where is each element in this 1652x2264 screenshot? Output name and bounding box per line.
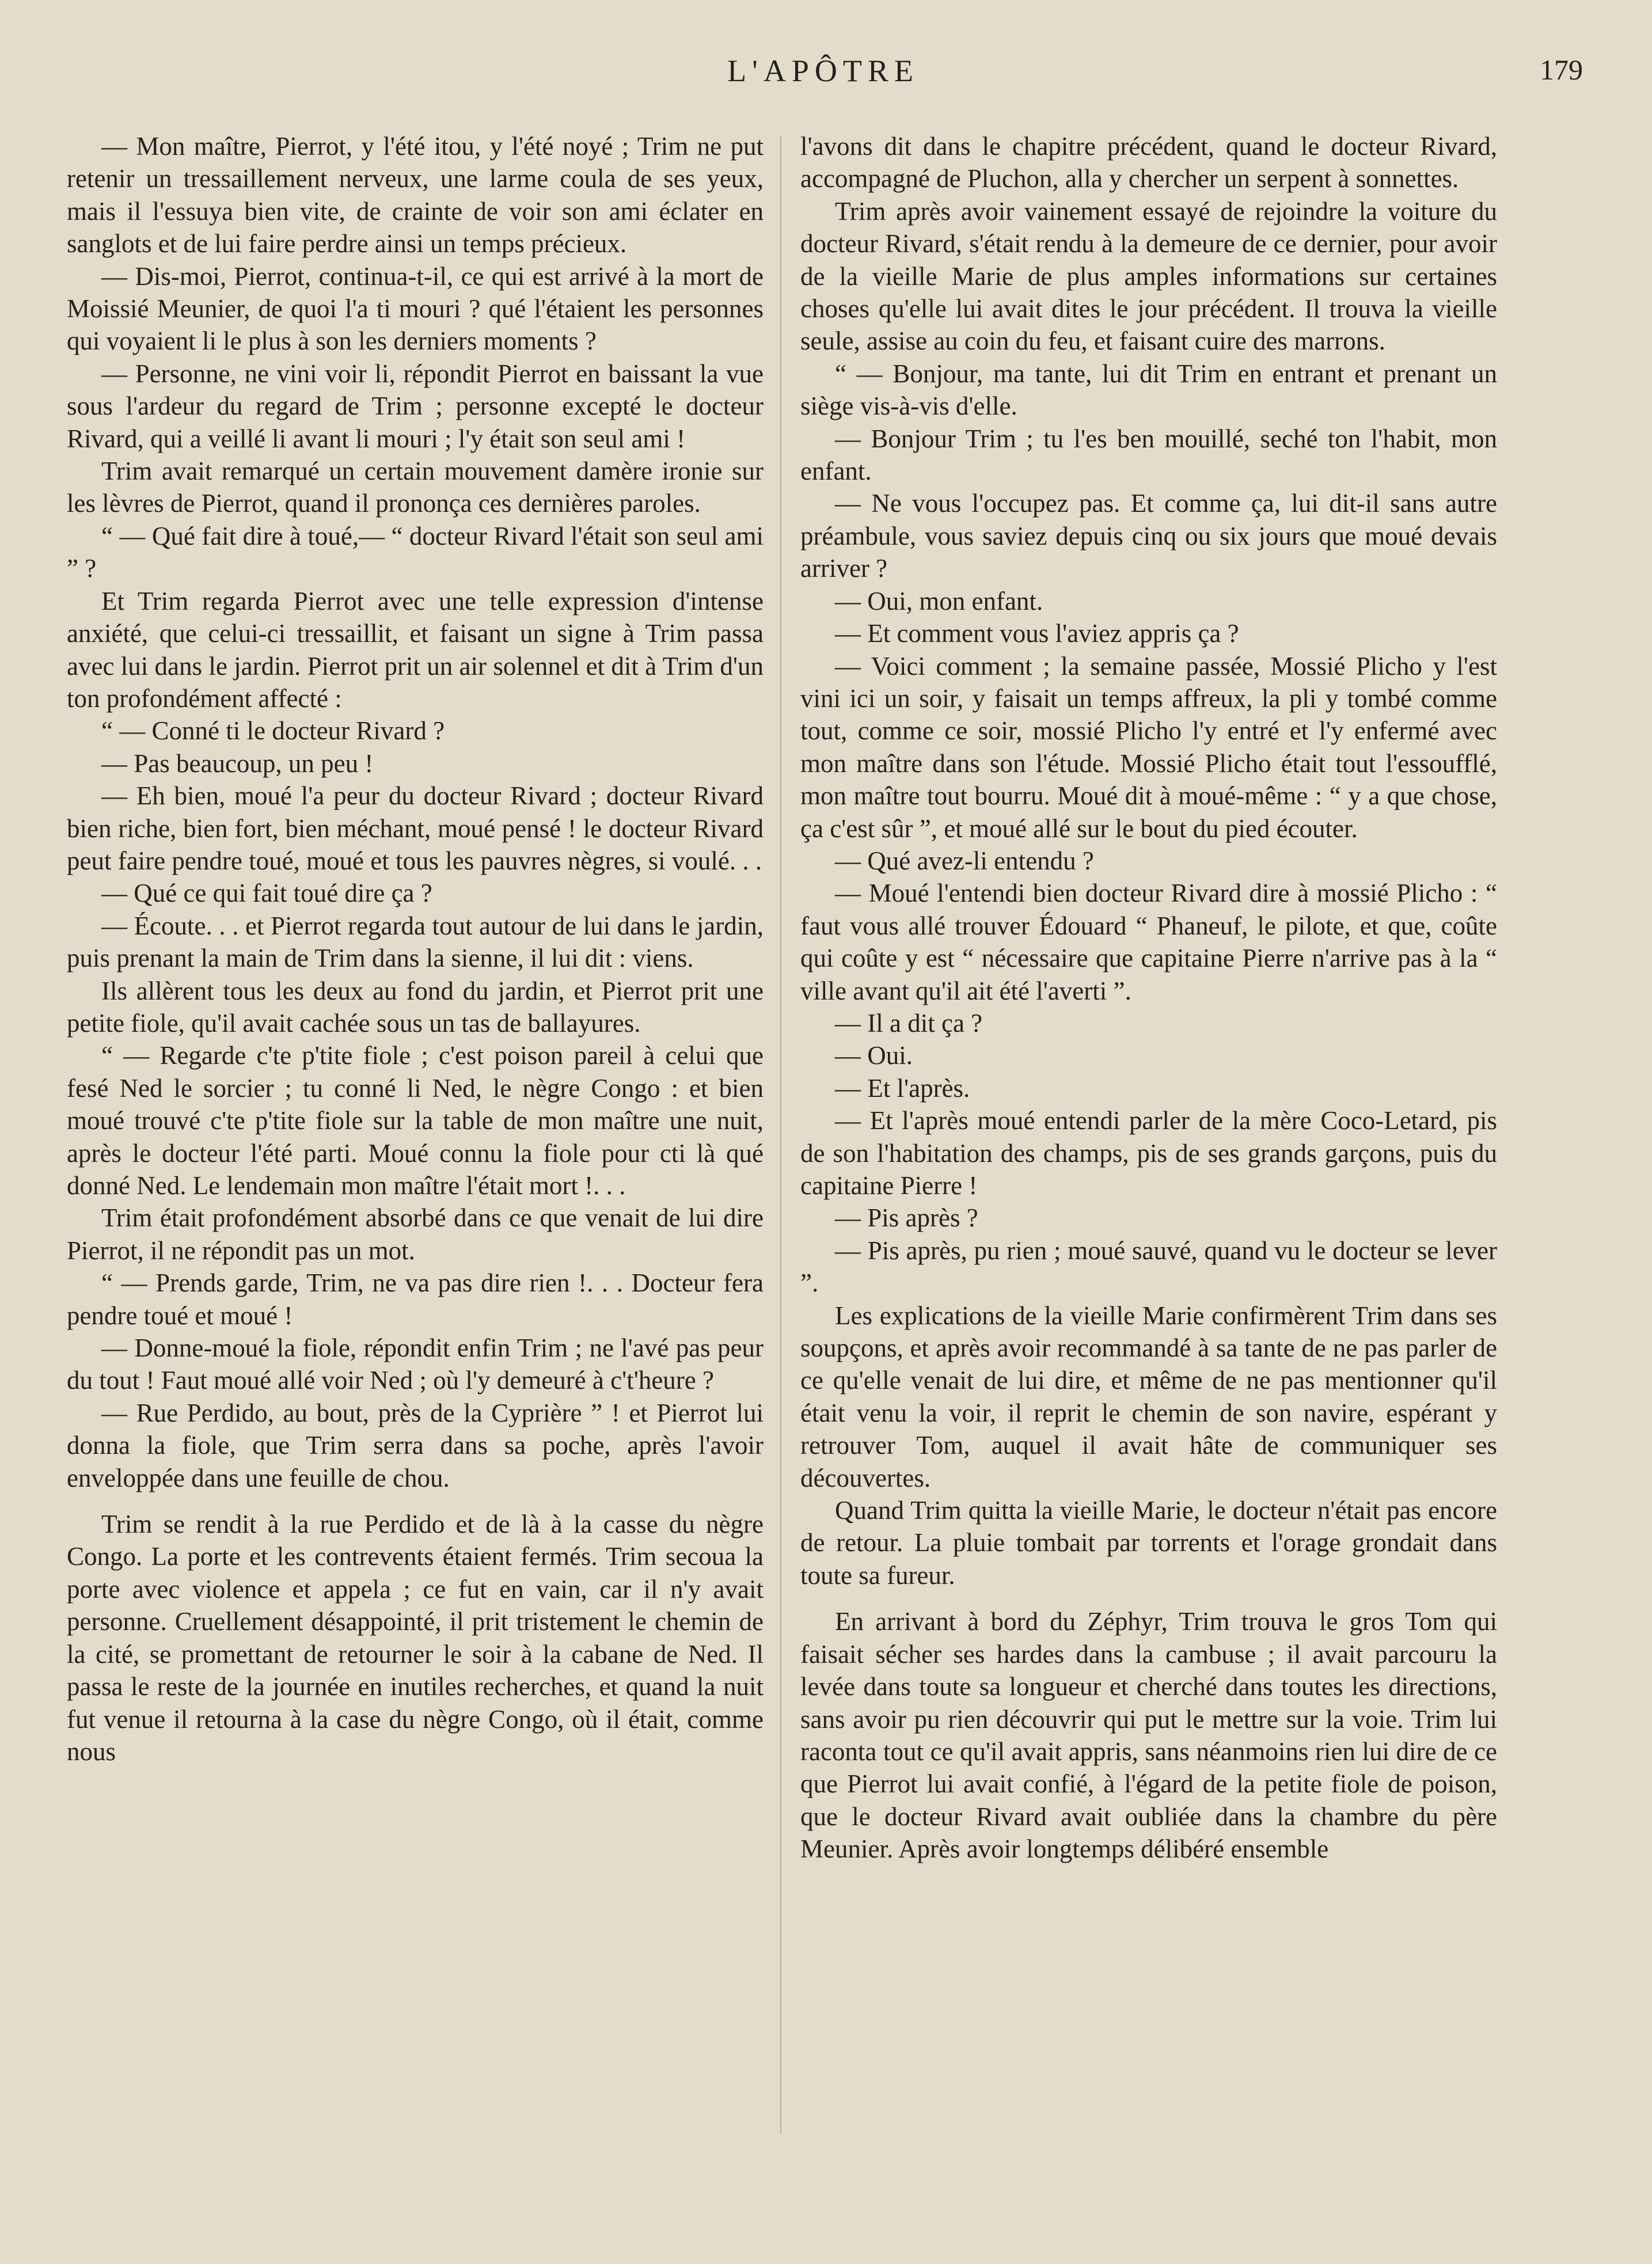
paragraph: — Dis-moi, Pierrot, continua-t-il, ce qui est arrivé à la mort de Moissié Meunier, de quoi l'a ti mouri ? qué l'étaient les personnes qui voyaient li le plus à son les derniers moments ? [67, 261, 764, 356]
page-number: 179 [1540, 54, 1583, 86]
paragraph: — Pas beaucoup, un peu ! [101, 749, 374, 778]
right-column [800, 130, 1497, 1866]
paragraph: — Oui, mon enfant. [835, 586, 1043, 616]
paragraph: Trim se rendit à la rue Perdido et de là à la casse du nègre Congo. La porte et les contrevents étaient fermés. Trim secoua la porte avec violence et appela ; ce fut en vain, car il n'y avait personne. Cruellement désappointé, il prit tristement le chemin de la cité, se promettant de retourner le soir à la cabane de Ned. Il passa le reste de la journée en inutiles recherches, et quand la nuit fut venue il retourna à la case du nègre Congo, où il était, comme nous [67, 1510, 764, 1766]
paragraph: En arrivant à bord du Zéphyr, Trim trouva le gros Tom qui faisait sécher ses hardes dans la cambuse ; il avait parcouru la levée dans toute sa longueur et cherché dans toutes les directions, sans avoir pu rien découvrir qui put le mettre sur la voie. Trim lui raconta tout ce qu'il avait appris, sans néanmoins rien lui dire de ce que Pierrot lui avait confié, à l'égard de la petite fiole de poison, que le docteur Rivard avait oubliée dans la chambre du père Meunier. Après avoir longtemps délibéré ensemble [800, 1607, 1497, 1864]
page-header [63, 53, 1583, 99]
paragraph: — Ne vous l'occupez pas. Et comme ça, lui dit-il sans autre préambule, vous saviez depuis cinq ou six jours que moué devais arriver ? [800, 489, 1497, 583]
paragraph: — Donne-moué la fiole, répondit enfin Trim ; ne l'avé pas peur du tout ! Faut moué allé voir Ned ; où l'y demeuré à c't'heure ? [67, 1334, 764, 1395]
paragraph: “ — Conné ti le docteur Rivard ? [101, 716, 445, 746]
paragraph: — Qué ce qui fait toué dire ça ? [101, 879, 432, 908]
paragraph: “ — Prends garde, Trim, ne va pas dire rien !. . . Docteur fera pendre toué et moué ! [67, 1268, 764, 1330]
paragraph: — Et l'après moué entendi parler de la mère Coco-Letard, pis de son l'habitation des champs, pis de ses grands garçons, puis du capitaine Pierre ! [800, 1106, 1497, 1200]
paragraph: Quand Trim quitta la vieille Marie, le docteur n'était pas encore de retour. La pluie tombait par torrents et l'orage grondait dans toute sa fureur. [800, 1496, 1497, 1590]
paragraph: — Qué avez-li entendu ? [835, 846, 1094, 875]
paragraph: “ — Bonjour, ma tante, lui dit Trim en entrant et prenant un siège vis-à-vis d'elle. [800, 359, 1497, 421]
paragraph: — Et l'après. [835, 1073, 970, 1103]
paragraph: — Moué l'entendi bien docteur Rivard dire à mossié Plicho : “ faut vous allé trouver Édouard “ Phaneuf, le pilote, et que, coûte qui coûte y est “ nécessaire que capitaine Pierre n'arrive pas à la “ ville avant qu'il ait été l'averti ”. [800, 879, 1497, 1005]
paragraph: — Bonjour Trim ; tu l'es ben mouillé, seché ton l'habit, mon enfant. [800, 424, 1497, 486]
paragraph: Trim était profondément absorbé dans ce que venait de lui dire Pierrot, il ne répondit pas un mot. [67, 1203, 764, 1265]
paragraph: “ — Regarde c'te p'tite fiole ; c'est poison pareil à celui que fesé Ned le sorcier ; tu conné li Ned, le nègre Congo : et bien moué trouvé c'te p'tite fiole sur la table de mon maître une nuit, après le docteur l'été parti. Moué connu la fiole pour cti là qué donné Ned. Le lendemain mon maître l'était mort !. . . [67, 1041, 764, 1200]
paragraph: — Eh bien, moué l'a peur du docteur Rivard ; docteur Rivard bien riche, bien fort, bien méchant, moué pensé ! le docteur Rivard peut faire pendre toué, moué et tous les pauvres nègres, si voulé. . . [67, 781, 764, 875]
paragraph: Ils allèrent tous les deux au fond du jardin, et Pierrot prit une petite fiole, qu'il avait cachée sous un tas de ballayures. [67, 976, 764, 1038]
paragraph: — Pis après, pu rien ; moué sauvé, quand vu le docteur se lever ”. [800, 1236, 1497, 1298]
paragraph: — Et comment vous l'aviez appris ça ? [835, 619, 1239, 648]
paragraph: Les explications de la vieille Marie confirmèrent Trim dans ses soupçons, et après avoir recommandé à sa tante de ne pas parler de ce qu'elle venait de lui dire, et même de ne pas mentionner qu'il était venu la voir, il reprit le chemin de son navire, espérant y retrouver Tom, auquel il avait hâte de communiquer ses découvertes. [800, 1301, 1497, 1492]
paragraph: — Il a dit ça ? [835, 1008, 983, 1038]
paragraph: — Écoute. . . et Pierrot regarda tout autour de lui dans le jardin, puis prenant la main de Trim dans la sienne, il lui dit : viens. [67, 911, 764, 973]
paragraph: Trim après avoir vainement essayé de rejoindre la voiture du docteur Rivard, s'était rendu à la demeure de ce dernier, pour avoir de la vieille Marie de plus amples informations sur certaines choses qu'elle lui avait dites le jour précédent. Il trouva la vieille seule, assise au coin du feu, et faisant cuire des marrons. [800, 196, 1497, 356]
paragraph: — Pis après ? [835, 1203, 978, 1233]
paragraph: — Rue Perdido, au bout, près de la Cyprière ” ! et Pierrot lui donna la fiole, que Trim serra dans sa poche, après l'avoir enveloppée dans une feuille de chou. [67, 1398, 764, 1492]
paragraph: — Voici comment ; la semaine passée, Mossié Plicho y l'est vini ici un soir, y faisait un temps affreux, la pli y tombé comme tout, comme ce soir, mossié Plicho l'y entré et l'y enfermé avec mon maître dans son l'étude. Mossié Plicho était tout l'essoufflé, mon maître tout bourru. Moué dit à moué-même : “ y a que chose, ça c'est sûr ”, et moué allé sur le bout du pied écouter. [800, 651, 1497, 843]
paragraph: Trim avait remarqué un certain mouvement damère ironie sur les lèvres de Pierrot, quand il prononça ces dernières paroles. [67, 457, 764, 518]
paragraph: “ — Qué fait dire à toué,— “ docteur Rivard l'était son seul ami ” ? [67, 521, 764, 583]
paragraph: Et Trim regarda Pierrot avec une telle expression d'intense anxiété, que celui-ci tressaillit, et faisant un signe à Trim passa avec lui dans le jardin. Pierrot prit un air solennel et dit à Trim d'un ton profondément affecté : [67, 586, 764, 713]
paragraph: — Personne, ne vini voir li, répondit Pierrot en baissant la vue sous l'ardeur du regard de Trim ; personne excepté le docteur Rivard, qui a veillé li avant li mouri ; l'y était son seul ami ! [67, 359, 764, 453]
running-title: L'APÔTRE [727, 54, 919, 88]
column-divider [780, 136, 781, 2134]
paragraph: l'avons dit dans le chapitre précédent, quand le docteur Rivard, accompagné de Pluchon, alla y chercher un serpent à sonnettes. [800, 132, 1497, 193]
paragraph: — Mon maître, Pierrot, y l'été itou, y l'été noyé ; Trim ne put retenir un tressaillement nerveux, une larme coula de ses yeux, mais il l'essuya bien vite, de crainte de voir son ami éclater en sanglots et de lui faire perdre ainsi un temps précieux. [67, 132, 764, 259]
paragraph: — Oui. [835, 1041, 913, 1070]
left-column [67, 130, 764, 1768]
